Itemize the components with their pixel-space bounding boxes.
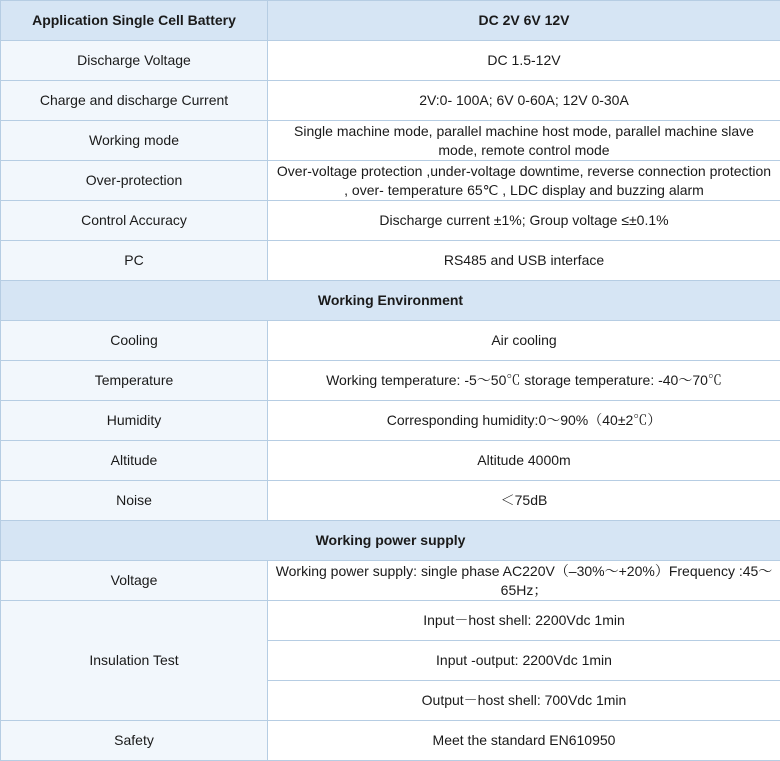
spec-value: Altitude 4000m bbox=[268, 441, 780, 481]
spec-label: Noise bbox=[1, 481, 268, 521]
spec-value: Output－host shell: 700Vdc 1min bbox=[268, 681, 780, 721]
spec-value: DC 1.5-12V bbox=[268, 41, 780, 81]
spec-label: Charge and discharge Current bbox=[1, 81, 268, 121]
section-header-row bbox=[1, 521, 780, 561]
table-row bbox=[1, 441, 780, 481]
spec-value: Working power supply: single phase AC220V（–30%～+20%）Frequency :45～65Hz； bbox=[268, 561, 780, 601]
spec-label: Safety bbox=[1, 721, 268, 761]
table-row bbox=[1, 401, 780, 441]
table-row bbox=[1, 481, 780, 521]
spec-label: Humidity bbox=[1, 401, 268, 441]
spec-value: ＜75dB bbox=[268, 481, 780, 521]
spec-label: Insulation Test bbox=[1, 601, 268, 721]
spec-value: Discharge current ±1%; Group voltage ≤±0.1% bbox=[268, 201, 780, 241]
table-row bbox=[1, 201, 780, 241]
table-row bbox=[1, 721, 780, 761]
spec-value: 2V:0- 100A; 6V 0-60A; 12V 0-30A bbox=[268, 81, 780, 121]
table-row bbox=[1, 241, 780, 281]
spec-value: Input -output: 2200Vdc 1min bbox=[268, 641, 780, 681]
spec-value: Input－host shell: 2200Vdc 1min bbox=[268, 601, 780, 641]
table-row bbox=[1, 601, 780, 641]
section-title-working-power-supply: Working power supply bbox=[1, 521, 780, 561]
header-label: Application Single Cell Battery bbox=[1, 1, 268, 41]
spec-label: Working mode bbox=[1, 121, 268, 161]
table-row bbox=[1, 121, 780, 161]
header-value: DC 2V 6V 12V bbox=[268, 1, 780, 41]
spec-value: Air cooling bbox=[268, 321, 780, 361]
table-row bbox=[1, 81, 780, 121]
spec-label: Voltage bbox=[1, 561, 268, 601]
table-row bbox=[1, 561, 780, 601]
spec-value: RS485 and USB interface bbox=[268, 241, 780, 281]
spec-value: Over-voltage protection ,under-voltage downtime, reverse connection protection , over- temperature 65℃ , LDC display and buzzing alarm bbox=[268, 161, 780, 201]
table-row bbox=[1, 161, 780, 201]
spec-label: Discharge Voltage bbox=[1, 41, 268, 81]
section-header-row bbox=[1, 281, 780, 321]
spec-label: Temperature bbox=[1, 361, 268, 401]
spec-label: Over-protection bbox=[1, 161, 268, 201]
spec-label: Altitude bbox=[1, 441, 268, 481]
spec-value: Single machine mode, parallel machine host mode, parallel machine slave mode, remote control mode bbox=[268, 121, 780, 161]
table-row bbox=[1, 361, 780, 401]
spec-label: Cooling bbox=[1, 321, 268, 361]
table-row bbox=[1, 41, 780, 81]
spec-value: Meet the standard EN610950 bbox=[268, 721, 780, 761]
spec-label: PC bbox=[1, 241, 268, 281]
spec-value: Working temperature: -5～50℃ storage temperature: -40～70℃ bbox=[268, 361, 780, 401]
spec-value: Corresponding humidity:0～90%（40±2℃） bbox=[268, 401, 780, 441]
section-title-working-environment: Working Environment bbox=[1, 281, 780, 321]
header-row bbox=[1, 1, 780, 41]
spec-label: Control Accuracy bbox=[1, 201, 268, 241]
table-row bbox=[1, 321, 780, 361]
